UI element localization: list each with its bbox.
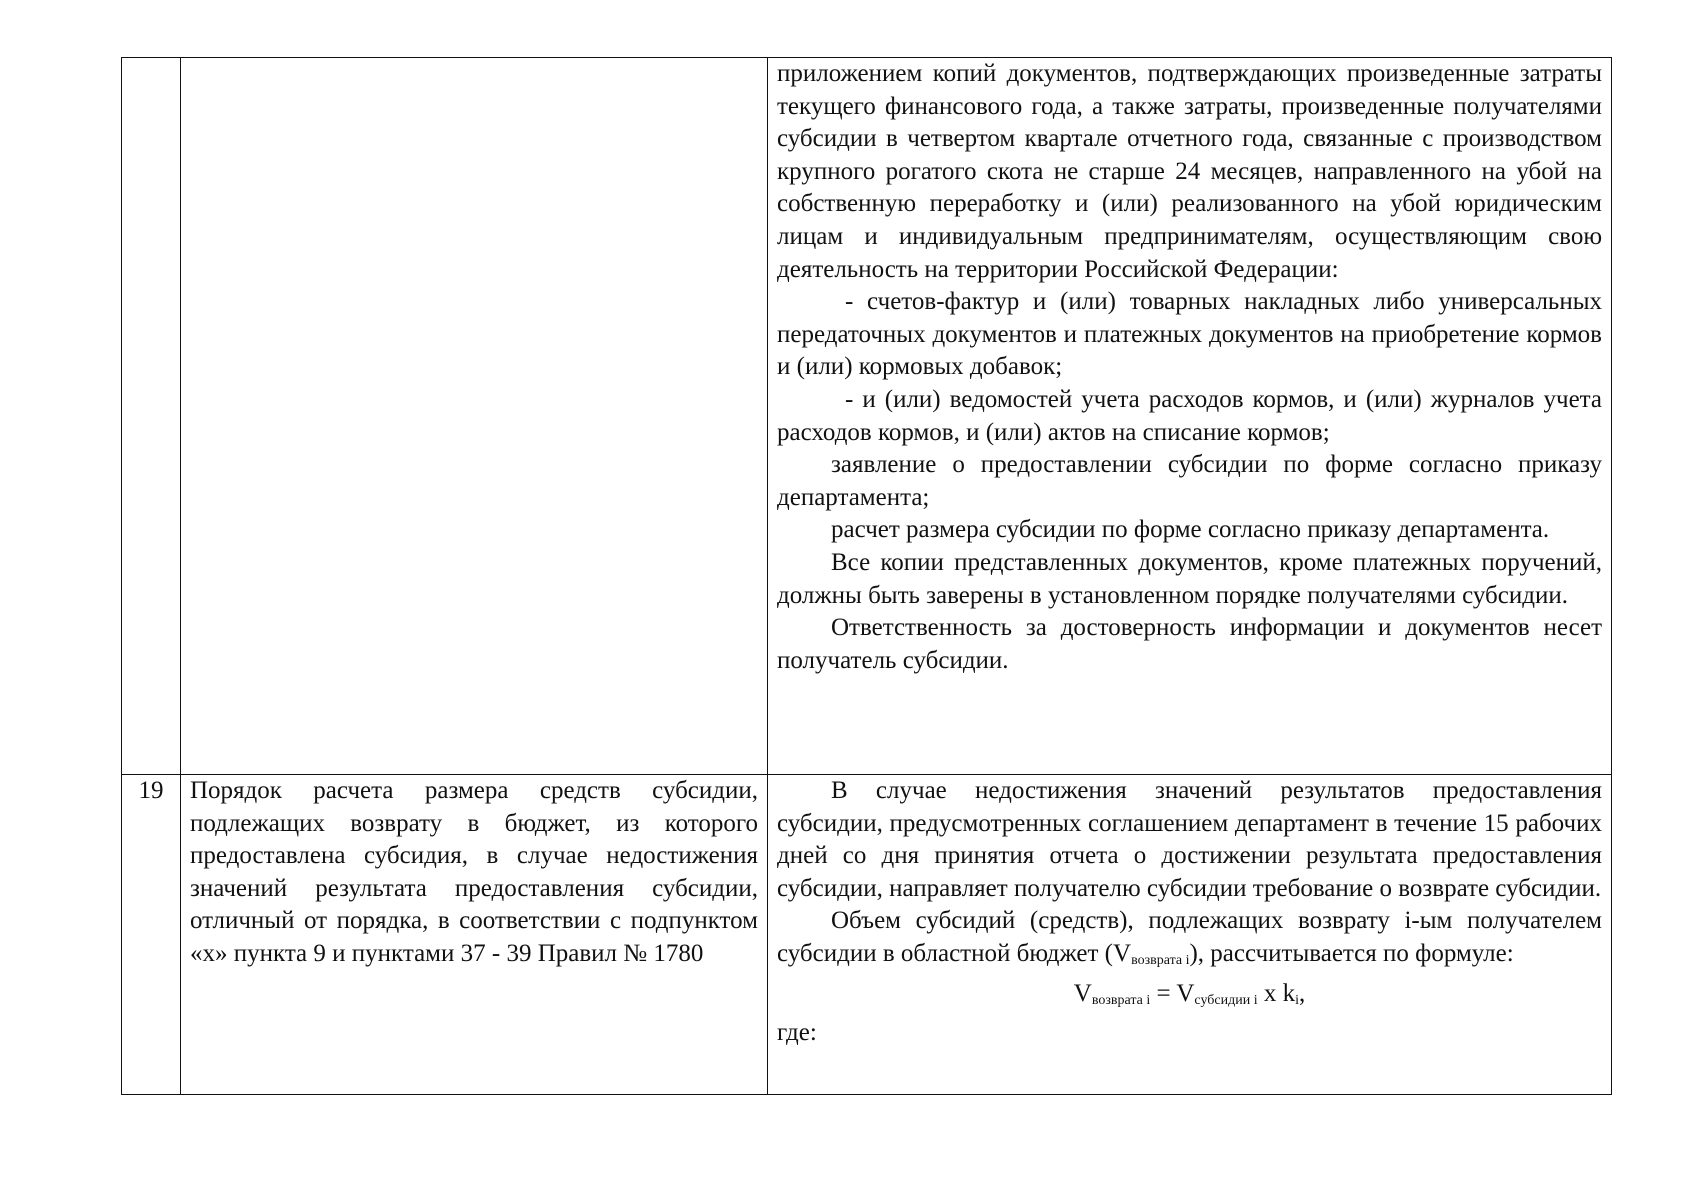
paragraph: где:: [777, 1019, 817, 1047]
formula-part: ,: [1298, 979, 1306, 1007]
formula-subscript: возврата i: [1091, 992, 1151, 1008]
paragraph: В случае недостижения значений результатов предоставления субсидии, предусмотренных соглашением департамент в течение 15 рабочих дней со дня принятия отчета о достижении результата предоставления субсидии, направляет получателю субсидии требование о возврате субсидии.: [777, 777, 1602, 902]
formula-subscript: субсидии i: [1194, 992, 1258, 1008]
paragraph: Все копии представленных документов, кроме платежных поручений, должны быть заверены в установленном порядке получателями субсидии.: [777, 548, 1602, 609]
row-content-cell: [768, 775, 1612, 1095]
formula-subscript: i: [1295, 992, 1299, 1008]
paragraph: [777, 905, 1602, 977]
row-number-cell: 19: [122, 775, 181, 1095]
formula-part: x k: [1257, 979, 1296, 1007]
row-number-cell: [122, 58, 181, 775]
paragraph: - и (или) ведомостей учета расходов кормов, и (или) журналов учета расходов кормов, и (или) актов на списание кормов;: [777, 385, 1602, 446]
paragraph: расчет размера субсидии по форме согласно приказу департамента.: [831, 516, 1550, 544]
row-title: Порядок расчета размера средств субсидии, подлежащих возврату в бюджет, из которого предоставлена субсидия, в случае недостижения значений результата предоставления субсидии, отличный от порядка, в соответствии с подпунктом «х» пункта 9 и пунктами 37 - 39 Правил № 1780: [190, 777, 758, 967]
paragraph: заявление о предоставлении субсидии по форме согласно приказу департамента;: [777, 451, 1602, 511]
row-content-cell: [768, 58, 1612, 775]
paragraph-text: ), рассчитывается по формуле:: [1189, 939, 1514, 967]
paragraph: приложением копий документов, подтверждающих произведенные затраты текущего финансового года, а также затраты, произведенные получателями субсидии в четвертом квартале отчетного года, связанные с производством крупного рогатого скота не старше 24 месяцев, направленного на убой на собственную переработку и (или) реализованного на убой юридическим лицам и индивидуальным предпринимателям, осуществляющим свою деятельность на территории Российской Федерации:: [777, 60, 1602, 283]
row-title-cell: [181, 58, 768, 775]
paragraph: - счетов-фактур и (или) товарных накладных либо универсальных передаточных документов и платежных документов на приобретение кормов и (или) кормовых добавок;: [777, 288, 1602, 381]
formula-part: V: [1073, 979, 1092, 1007]
table-row: [122, 58, 1612, 775]
table-row: [122, 775, 1612, 1095]
subscript: возврата i: [1131, 952, 1190, 968]
row-title-cell: [181, 775, 768, 1095]
formula-part: = V: [1150, 979, 1195, 1007]
paragraph-text: Объем субсидий (средств), подлежащих возврату i-ым получателем субсидии в областной бюджет (V: [777, 907, 1602, 967]
document-table: [121, 57, 1612, 1095]
paragraph: Ответственность за достоверность информации и документов несет получатель субсидии.: [777, 614, 1602, 674]
formula: [777, 978, 1602, 1018]
